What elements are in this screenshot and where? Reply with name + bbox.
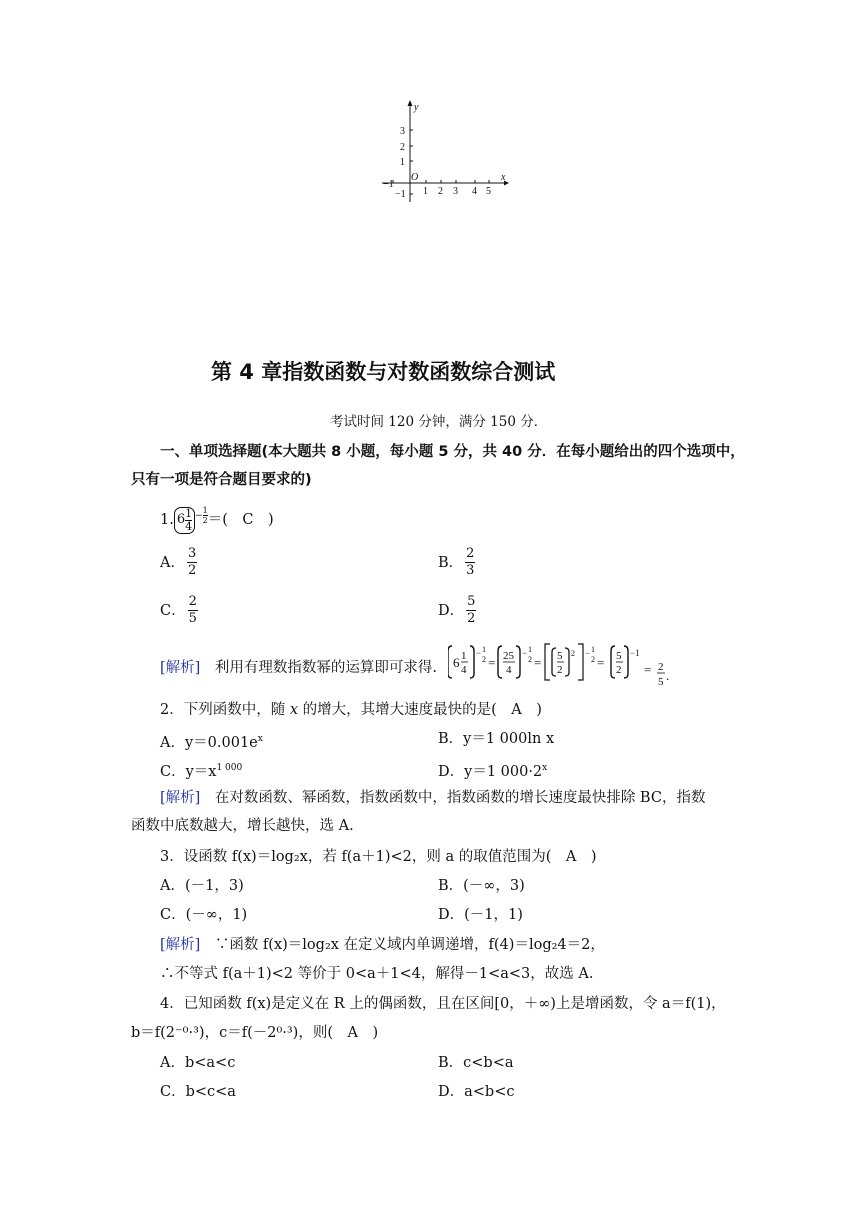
svg-text:2: 2 <box>528 655 532 664</box>
svg-text:.: . <box>666 668 670 683</box>
x-tick-label: 4 <box>472 186 477 197</box>
q2-option-d <box>438 758 547 782</box>
exponent <box>195 498 208 534</box>
y-tick-label: −1 <box>395 189 406 200</box>
question-3-stem: 3．设函数 f(x)＝log₂x，若 f(a＋1)<2，则 a 的取值范围为( A ) <box>160 849 597 865</box>
option-fraction <box>465 546 475 579</box>
svg-text:−: − <box>476 648 482 658</box>
svg-text:1: 1 <box>528 645 532 654</box>
fraction-numerator: 2 <box>188 594 197 609</box>
q2-option-b: B．y＝1 000ln x <box>438 731 555 747</box>
fraction-numerator: 1 <box>185 506 193 520</box>
q2-option-c <box>160 758 242 782</box>
y-tick-label: 2 <box>400 142 405 153</box>
q3-option-c: C．(－∞，1) <box>160 907 248 923</box>
q3-option-b: B．(－∞，3) <box>438 878 525 894</box>
analysis-text: ∵函数 f(x)＝log₂x 在定义域内单调递增，f(4)＝log₂4＝2， <box>200 937 605 953</box>
option-superscript: x <box>542 763 548 773</box>
option-fraction <box>187 546 197 579</box>
svg-text:1: 1 <box>461 650 467 662</box>
fraction-denominator: 5 <box>188 611 197 626</box>
q1-analysis <box>160 658 437 678</box>
svg-text:2: 2 <box>616 664 622 676</box>
question-number: 1. <box>160 512 174 528</box>
exponent-sign: − <box>195 511 203 521</box>
question-1-stem <box>160 502 274 538</box>
q1-option-b <box>438 546 477 579</box>
option-text: C．y＝x <box>160 763 217 780</box>
page-title: 第 4 章指数函数与对数函数综合测试 <box>211 360 556 384</box>
svg-text:=: = <box>644 662 652 677</box>
svg-text:5: 5 <box>616 650 622 662</box>
q3-analysis-line2: ∴不等式 f(a＋1)<2 等价于 0<a＋1<4，解得－1<a<3，故选 A. <box>160 966 594 982</box>
question-2-stem <box>160 700 542 720</box>
option-fraction <box>466 594 476 627</box>
coordinate-graph <box>380 98 510 208</box>
question-4-stem-line2: b＝f(2⁻⁰·³)，c＝f(－2⁰·³)，则( A ) <box>131 1025 379 1041</box>
svg-text:2: 2 <box>591 655 595 664</box>
exam-info: 考试时间 120 分钟，满分 150 分． <box>330 414 548 430</box>
origin-label: O <box>411 172 419 183</box>
q1-option-a <box>160 546 199 579</box>
q3-option-a: A．(－1，3) <box>160 878 244 894</box>
q4-option-d: D．a<b<c <box>438 1084 515 1100</box>
fraction-denominator: 4 <box>185 519 193 533</box>
analysis-text: 利用有理数指数幂的运算即可求得. <box>200 660 437 676</box>
x-tick-label: 3 <box>453 186 458 197</box>
svg-text:4: 4 <box>506 664 512 676</box>
option-label: A． <box>160 554 185 571</box>
q3-analysis-line1 <box>160 935 605 955</box>
mixed-number-expression <box>174 507 195 534</box>
option-superscript: x <box>257 734 263 744</box>
y-tick-label: 1 <box>400 157 405 168</box>
q2-option-a <box>160 729 263 753</box>
exponent-numerator: 1 <box>202 506 208 515</box>
svg-text:25: 25 <box>503 650 514 662</box>
svg-text:=: = <box>534 655 542 670</box>
analysis-tag: [解析] <box>160 660 201 676</box>
fraction-denominator: 2 <box>467 611 476 626</box>
option-label: B． <box>438 554 464 571</box>
q4-option-b: B．c<b<a <box>438 1055 514 1071</box>
svg-text:5: 5 <box>557 650 563 662</box>
x-tick-label: 5 <box>486 186 491 197</box>
svg-text:2: 2 <box>658 661 664 673</box>
option-superscript: 1 000 <box>216 763 243 773</box>
section-heading-line2: 只有一项是符合题目要求的) <box>131 472 312 488</box>
fraction-numerator: 5 <box>467 594 476 609</box>
option-fraction <box>188 594 198 627</box>
stem-text: 2．下列函数中，随 <box>160 702 290 718</box>
mixed-fraction <box>185 508 192 533</box>
exponent-denominator: 2 <box>202 516 208 525</box>
fraction-denominator: 2 <box>187 563 197 578</box>
y-axis-label: y <box>414 102 419 113</box>
q1-analysis-equation <box>448 640 698 690</box>
fraction-numerator: 3 <box>187 546 197 561</box>
svg-text:2: 2 <box>557 664 563 676</box>
mixed-whole: 6 <box>176 512 186 527</box>
svg-text:4: 4 <box>461 664 467 676</box>
y-axis-arrow <box>408 100 413 106</box>
section-heading-line1: 一、单项选择题(本大题共 8 小题，每小题 5 分，共 40 分．在每小题给出的四个选项中， <box>160 444 745 460</box>
stem-variable: x <box>289 702 299 718</box>
analysis-tag: [解析] <box>160 937 201 953</box>
fraction-denominator: 3 <box>466 563 475 578</box>
svg-text:=: = <box>488 655 496 670</box>
svg-text:−1: −1 <box>630 648 640 658</box>
question-1-answer: ＝( C ) <box>207 512 274 528</box>
x-tick-label: −1 <box>383 179 394 190</box>
svg-text:2: 2 <box>571 649 575 658</box>
analysis-text: 在对数函数、幂函数，指数函数中，指数函数的增长速度最快排除 BC，指数 <box>200 790 706 806</box>
q1-option-c <box>160 594 200 627</box>
q4-option-a: A．b<a<c <box>160 1055 236 1071</box>
svg-text:1: 1 <box>591 645 595 654</box>
svg-text:6: 6 <box>453 655 460 670</box>
y-tick-label: 3 <box>400 126 405 137</box>
svg-text:=: = <box>597 655 605 670</box>
stem-text: 的增大，其增大速度最快的是( A ) <box>298 702 542 718</box>
analysis-tag: [解析] <box>160 790 201 806</box>
option-label: C． <box>160 602 186 619</box>
svg-text:1: 1 <box>482 645 486 654</box>
q1-option-d <box>438 594 478 627</box>
svg-text:−: − <box>585 648 591 658</box>
svg-text:2: 2 <box>482 655 486 664</box>
svg-text:5: 5 <box>658 676 664 688</box>
x-axis-label: x <box>501 172 506 183</box>
svg-text:−: − <box>522 648 528 658</box>
q2-analysis-line1 <box>160 788 705 808</box>
q4-option-c: C．b<c<a <box>160 1084 236 1100</box>
q2-analysis-line2: 函数中底数越大，增长越快，选 A. <box>131 818 354 834</box>
x-tick-label: 1 <box>423 186 428 197</box>
x-tick-label: 2 <box>438 186 443 197</box>
question-4-stem-line1: 4．已知函数 f(x)是定义在 R 上的偶函数，且在区间[0，＋∞)上是增函数，令 a＝f(1)， <box>160 996 726 1012</box>
option-label: D． <box>438 602 465 619</box>
fraction-numerator: 2 <box>466 546 475 561</box>
q3-option-d: D．(－1，1) <box>438 907 523 923</box>
option-text: A．y＝0.001e <box>160 734 258 751</box>
option-text: D．y＝1 000·2 <box>438 763 543 780</box>
